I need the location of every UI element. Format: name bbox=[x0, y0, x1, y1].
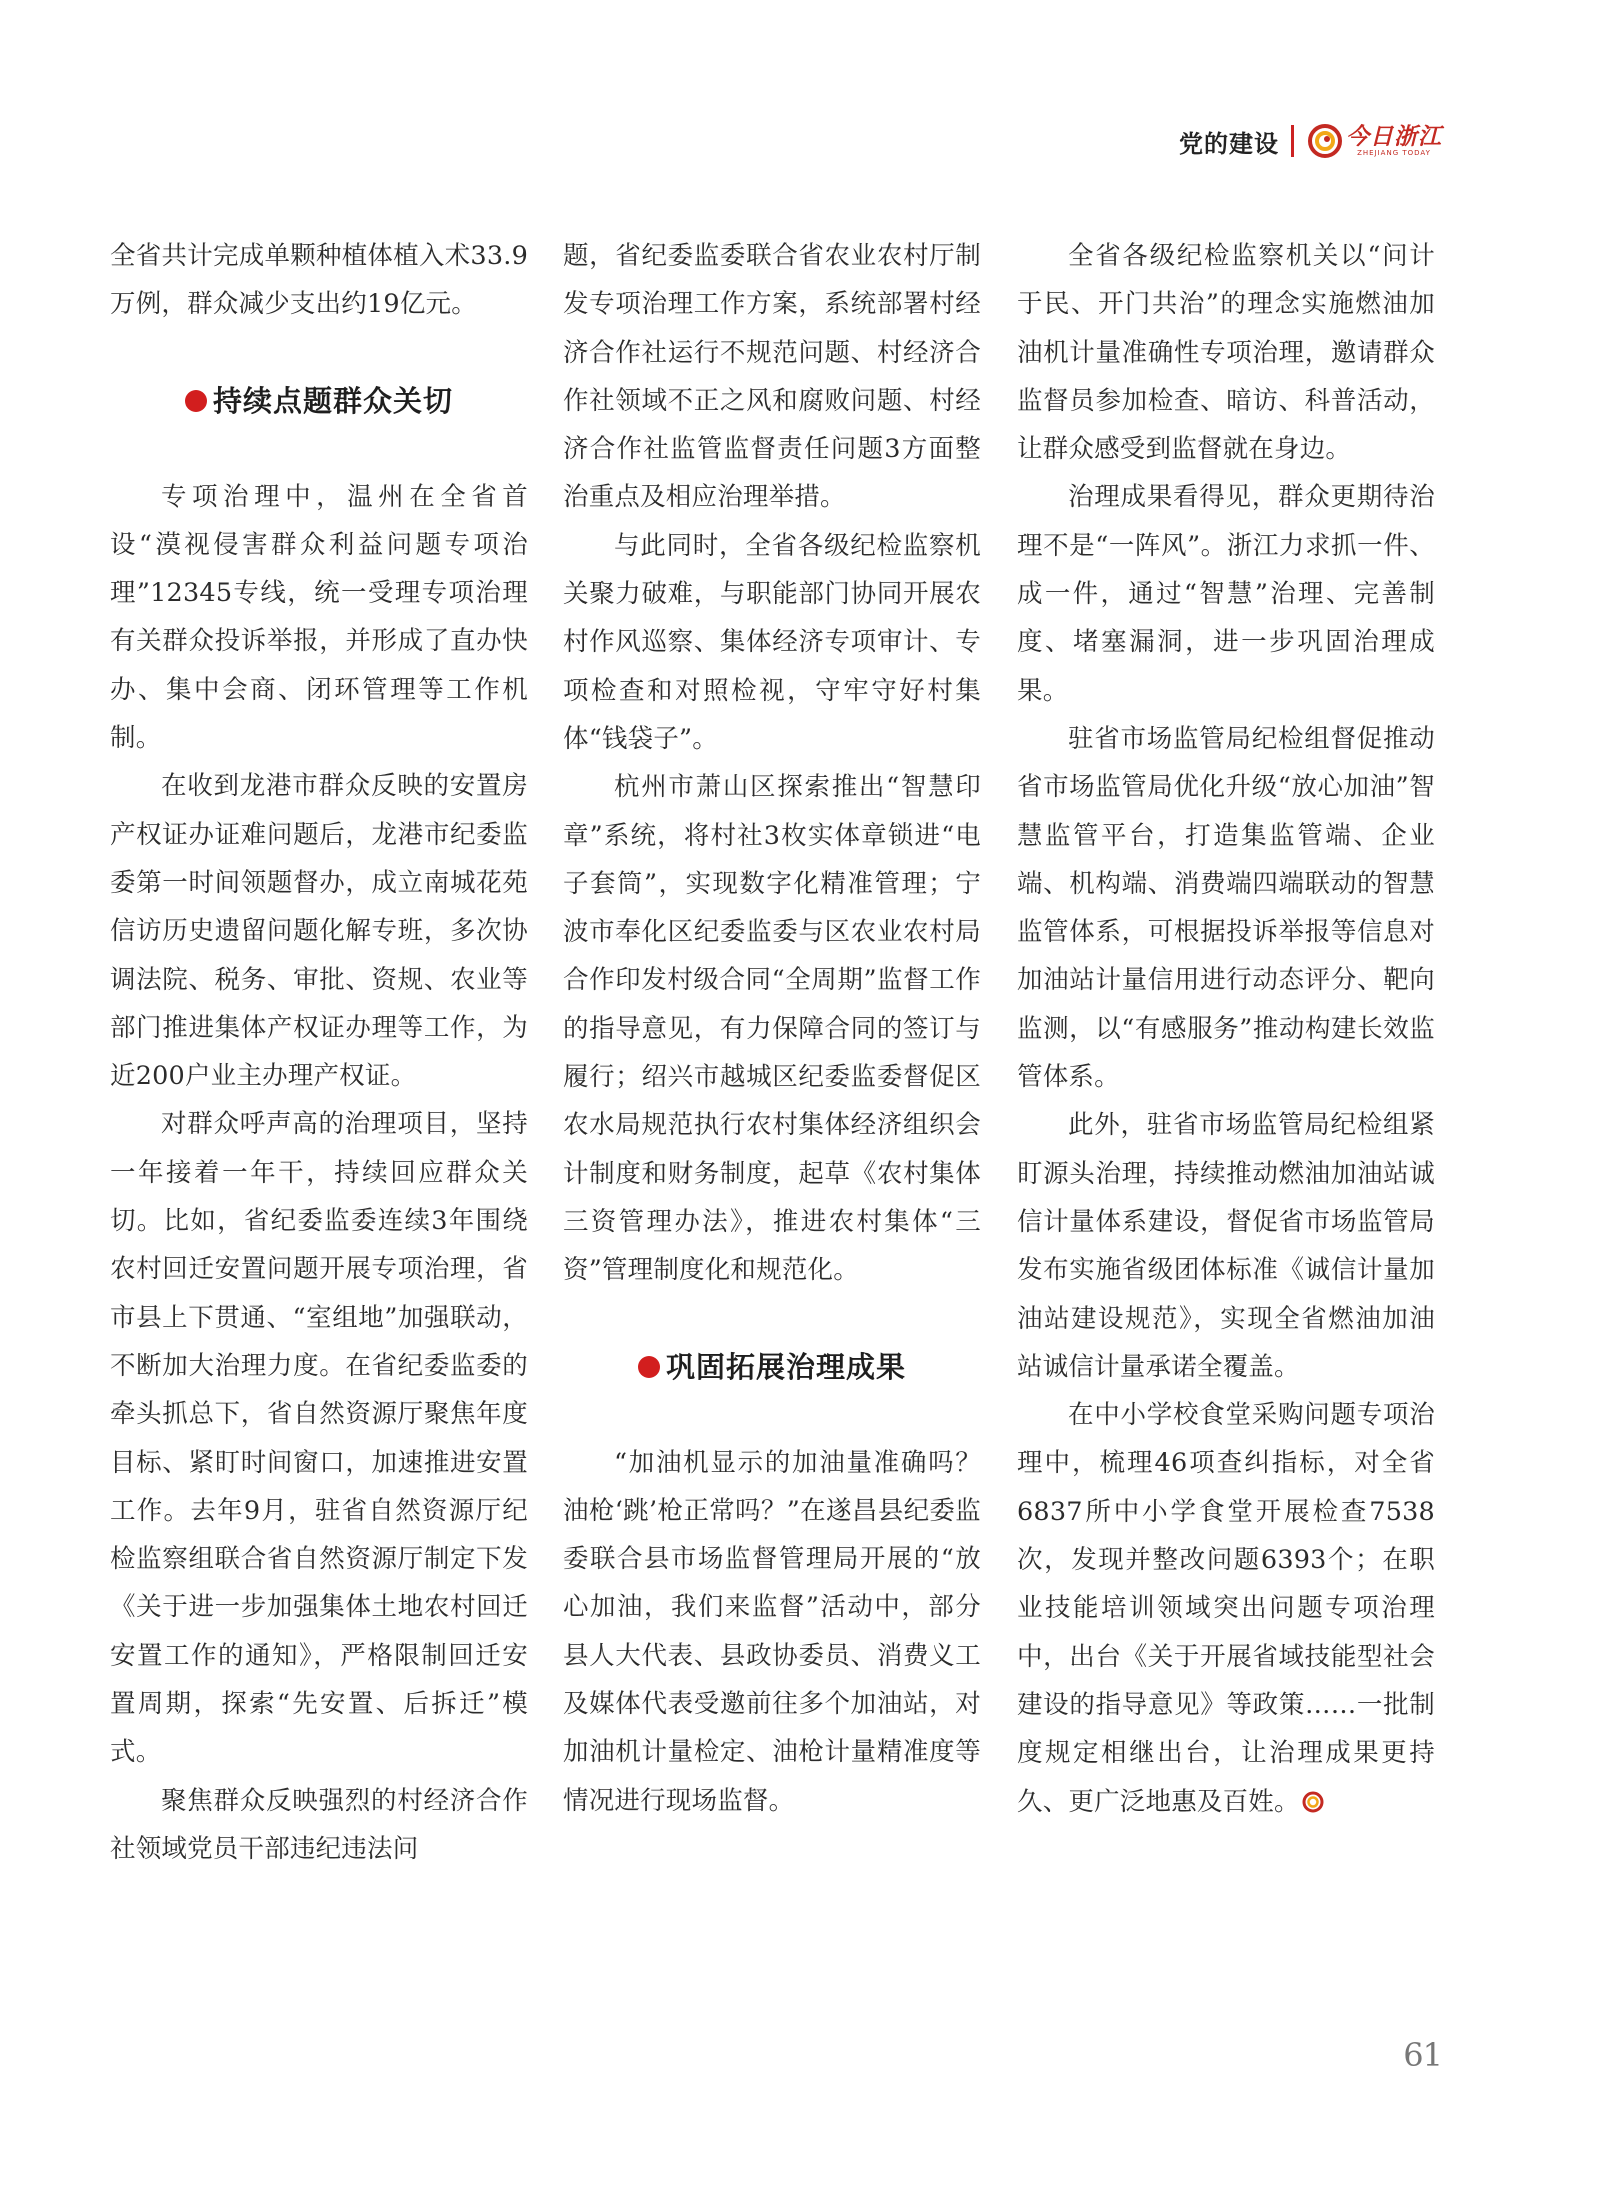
paragraph: 驻省市场监管局纪检组督促推动省市场监管局优化升级“放心加油”智慧监管平台，打造集监管端、企业端、机构端、消费端四端联动的智慧监管体系，可根据投诉举报等信息对加油站计量信用进行动态评分、靶向监测，以“有感服务”推动构建长效监管体系。 bbox=[1017, 723, 1435, 1093]
paragraph: 在收到龙港市群众反映的安置房产权证办证难问题后，龙港市纪委监委第一时间领题督办，成立南城花苑信访历史遗留问题化解专班，多次协调法院、税务、审批、资规、农业等部门推进集体产权证办理等工作，为近200户业主办理产权证。 bbox=[110, 771, 528, 1092]
logo-chinese-name: 今日浙江 bbox=[1346, 123, 1442, 150]
paragraph: 此外，驻省市场监管局纪检组紧盯源头治理，持续推动燃油加油站诚信计量体系建设，督促省市场监管局发布实施省级团体标准《诚信计量加油站建设规范》，实现全省燃油加油站诚信计量承诺全覆盖。 bbox=[1017, 1110, 1435, 1382]
logo-swirl-icon bbox=[1308, 124, 1342, 158]
paragraph: 题，省纪委监委联合省农业农村厅制发专项治理工作方案，系统部署村经济合作社运行不规范问题、村经济合作社领域不正之风和腐败问题、村经济合作社监管监督责任问题3方面整治重点及相应治理举措。 bbox=[563, 241, 981, 513]
page-header bbox=[1179, 118, 1442, 164]
paragraph: 与此同时，全省各级纪检监察机关聚力破难，与职能部门协同开展农村作风巡察、集体经济专项审计、专项检查和对照检视，守牢守好村集体“钱袋子”。 bbox=[563, 530, 981, 754]
paragraph: 对群众呼声高的治理项目，坚持一年接着一年干，持续回应群众关切。比如，省纪委监委连续3年围绕农村回迁安置问题开展专项治理，省市县上下贯通、“室组地”加强联动，不断加大治理力度。在省纪委监委的牵头抓总下，省自然资源厅聚焦年度目标、紧盯时间窗口，加速推进安置工作。去年9月，驻省自然资源厅纪检监察组联合省自然资源厅制定下发《关于进一步加强集体土地农村回迁安置工作的通知》，严格限制回迁安置周期，探索“先安置、后拆迁”模式。 bbox=[110, 1109, 528, 1768]
subheading bbox=[563, 1343, 981, 1391]
page-number: 61 bbox=[1403, 2036, 1442, 2074]
subheading-text: 巩固拓展治理成果 bbox=[665, 1349, 906, 1384]
magazine-logo bbox=[1308, 124, 1442, 158]
column-1 bbox=[110, 232, 528, 1873]
paragraph: 杭州市萧山区探索推出“智慧印章”系统，将村社3枚实体章锁进“电子套筒”，实现数字化精准管理；宁波市奉化区纪委监委与区农业农村局合作印发村级合同“全周期”监督工作的指导意见，有力保障合同的签订与履行；绍兴市越城区纪委监委督促区农水局规范执行农村集体经济组织会计制度和财务制度，起草《农村集体三资管理办法》，推进农村集体“三资”管理制度化和规范化。 bbox=[563, 772, 981, 1286]
paragraph-text: 在中小学校食堂采购问题专项治理中，梳理46项查纠指标，对全省6837所中小学食堂开展检查7538次，发现并整改问题6393个；在职业技能培训领域突出问题专项治理中，出台《关于开展省域技能型社会建设的指导意见》等政策……一批制度规定相继出台，让治理成果更持久、更广泛地惠及百姓。 bbox=[1017, 1400, 1435, 1817]
article-end-icon bbox=[1302, 1791, 1324, 1813]
paragraph: 全省各级纪检监察机关以“问计于民、开门共治”的理念实施燃油加油机计量准确性专项治理，邀请群众监督员参加检查、暗访、科普活动，让群众感受到监督就在身边。 bbox=[1017, 241, 1435, 465]
paragraph: 专项治理中，温州在全省首设“漠视侵害群众利益问题专项治理”12345专线，统一受理专项治理有关群众投诉举报，并形成了直办快办、集中会商、闭环管理等工作机制。 bbox=[110, 481, 528, 754]
header-divider bbox=[1291, 125, 1294, 157]
paragraph: 治理成果看得见，群众更期待治理不是“一阵风”。浙江力求抓一件、成一件，通过“智慧”治理、完善制度、堵塞漏洞，进一步巩固治理成果。 bbox=[1017, 482, 1435, 706]
red-bullet-icon bbox=[638, 1356, 660, 1378]
paragraph bbox=[1017, 1391, 1435, 1826]
logo-english-name: ZHEJIANG TODAY bbox=[1357, 149, 1431, 157]
subheading-text: 持续点题群众关切 bbox=[212, 383, 453, 418]
column-3 bbox=[1017, 232, 1435, 1826]
column-2 bbox=[563, 232, 981, 1825]
paragraph: “加油机显示的加油量准确吗？油枪‘跳’枪正常吗？”在遂昌县纪委监委联合县市场监督管理局开展的“放心加油，我们来监督”活动中，部分县人大代表、县政协委员、消费义工及媒体代表受邀前往多个加油站，对加油机计量检定、油枪计量精准度等情况进行现场监督。 bbox=[563, 1447, 981, 1816]
subheading bbox=[110, 377, 528, 425]
paragraph: 全省共计完成单颗种植体植入术33.9万例，群众减少支出约19亿元。 bbox=[110, 241, 528, 320]
paragraph: 聚焦群众反映强烈的村经济合作社领域党员干部违纪违法问 bbox=[110, 1785, 528, 1864]
red-bullet-icon bbox=[185, 390, 207, 412]
section-name: 党的建设 bbox=[1179, 129, 1279, 158]
